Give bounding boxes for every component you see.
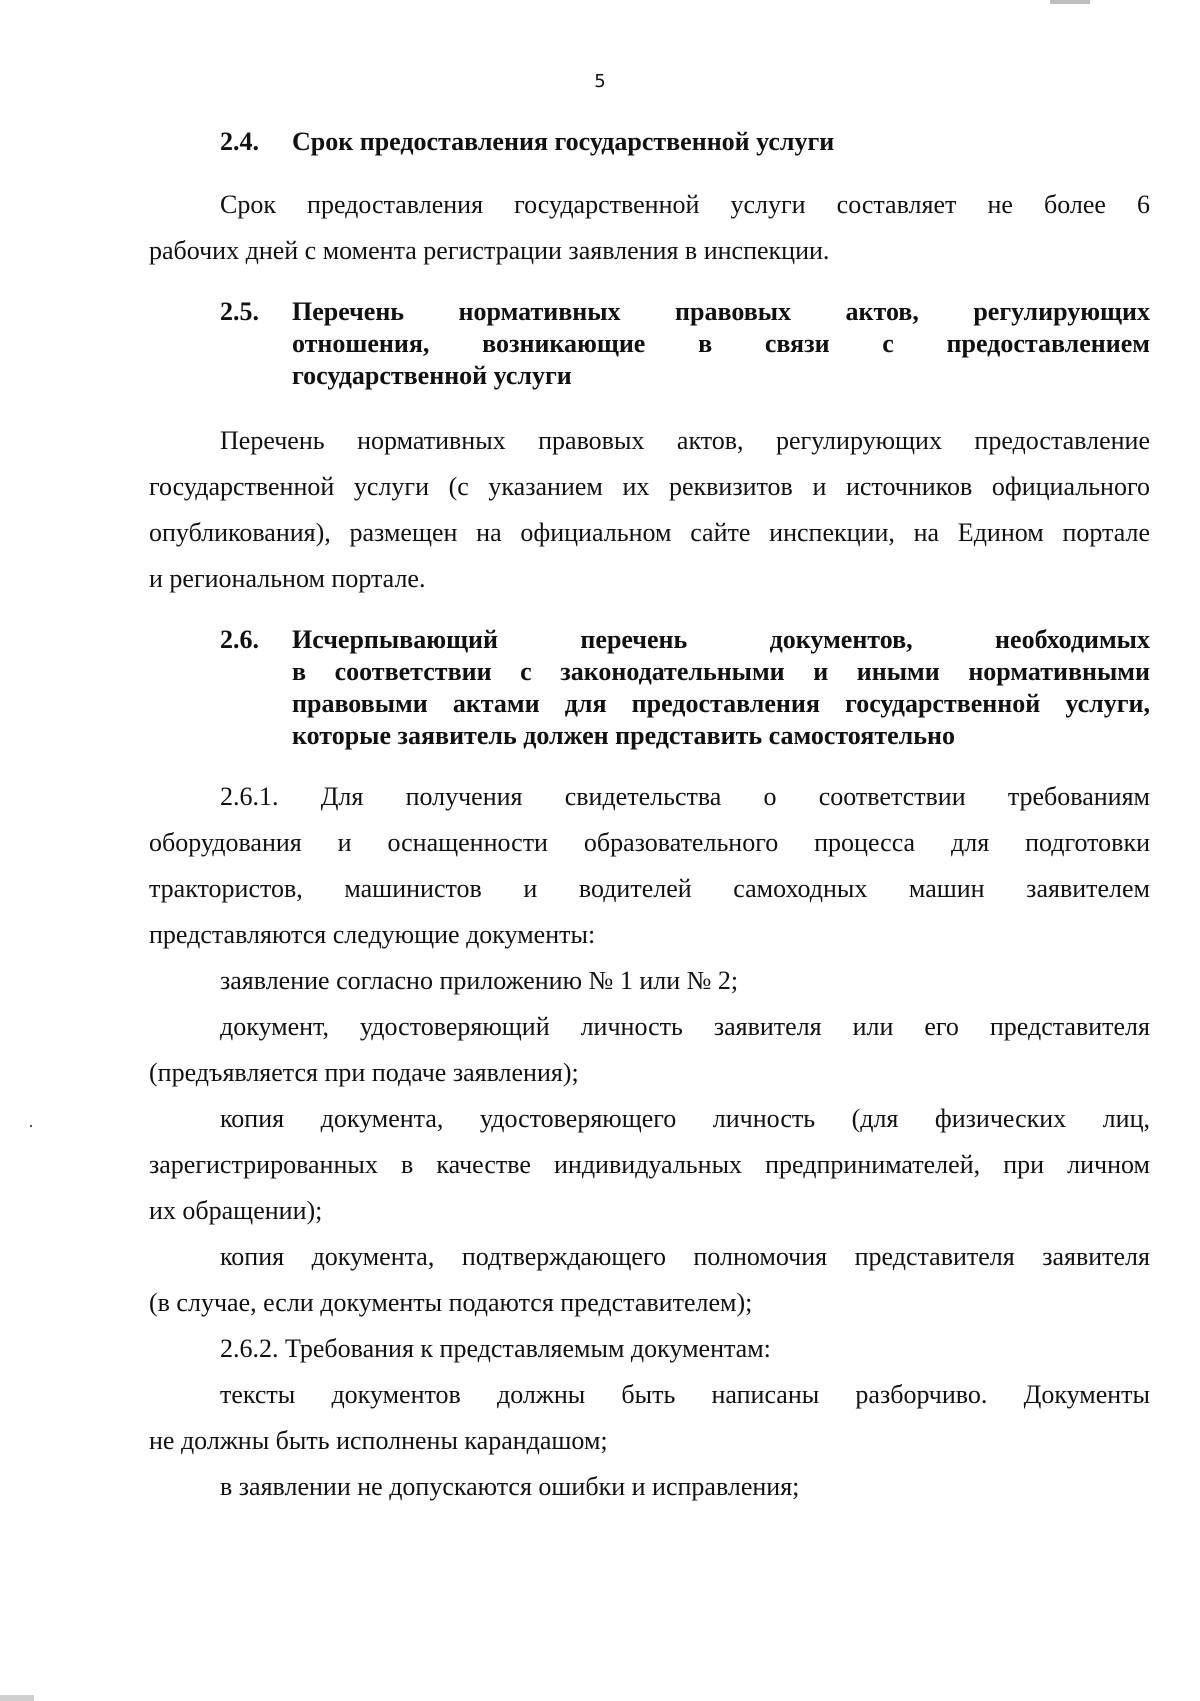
paragraph-line: (в случае, если документы подаются представителем); xyxy=(149,1288,753,1317)
paragraph-line: тексты документов должны быть написаны разборчиво. Документы xyxy=(220,1380,1150,1409)
paragraph-line: рабочих дней с момента регистрации заявления в инспекции. xyxy=(149,236,830,265)
paragraph-line: опубликования), размещен на официальном сайте инспекции, на Едином портале xyxy=(149,518,1150,547)
section-heading-2-6 xyxy=(149,624,1150,752)
scan-edge-mark xyxy=(1050,0,1090,4)
list-item-identity-copy xyxy=(149,1096,1150,1234)
section-title-line: Исчерпывающий перечень документов, необходимых xyxy=(292,625,1150,654)
paragraph-2-4 xyxy=(149,182,1150,274)
section-heading-2-5 xyxy=(149,296,1150,392)
section-title-line: правовыми актами для предоставления государственной услуги, xyxy=(292,689,1150,718)
section-title xyxy=(292,296,1150,392)
section-title-line: которые заявитель должен представить самостоятельно xyxy=(292,721,955,750)
document-body xyxy=(149,126,1150,1510)
paragraph-line: 2.6.1. Для получения свидетельства о соответствии требованиям xyxy=(220,782,1150,811)
paragraph-line: трактористов, машинистов и водителей самоходных машин заявителем xyxy=(149,874,1150,903)
section-title-line: Перечень нормативных правовых актов, регулирующих xyxy=(292,297,1150,326)
page-number: 5 xyxy=(594,71,606,92)
list-item-no-errors xyxy=(149,1464,1150,1510)
section-title-line: в соответствии с законодательными и иными нормативными xyxy=(292,657,1150,686)
list-item-authority-copy xyxy=(149,1234,1150,1326)
paragraph-line: документ, удостоверяющий личность заявителя или его представителя xyxy=(220,1012,1150,1041)
paragraph-line: в заявлении не допускаются ошибки и исправления; xyxy=(220,1472,800,1501)
paragraph-line: копия документа, удостоверяющего личность (для физических лиц, xyxy=(220,1104,1150,1133)
section-title-line: отношения, возникающие в связи с предоставлением xyxy=(292,329,1150,358)
section-title: Срок предоставления государственной услуги xyxy=(292,127,835,156)
paragraph-2-6-2 xyxy=(149,1326,1150,1372)
section-title xyxy=(292,624,1150,752)
paragraph-line: представляются следующие документы: xyxy=(149,920,596,949)
section-number: 2.4. xyxy=(220,127,259,156)
paragraph-2-6-1 xyxy=(149,774,1150,958)
paragraph-line: (предъявляется при подаче заявления); xyxy=(149,1058,579,1087)
paragraph-line: Срок предоставления государственной услуги составляет не более 6 xyxy=(220,190,1150,219)
scan-dot-mark xyxy=(30,1125,32,1127)
paragraph-line: 2.6.2. Требования к представляемым документам: xyxy=(220,1334,771,1363)
paragraph-line: Перечень нормативных правовых актов, регулирующих предоставление xyxy=(220,426,1150,455)
paragraph-line: зарегистрированных в качестве индивидуальных предпринимателей, при личном xyxy=(149,1150,1150,1179)
section-number: 2.6. xyxy=(220,625,259,654)
paragraph-2-5 xyxy=(149,418,1150,602)
section-number: 2.5. xyxy=(220,297,259,326)
paragraph-line: не должны быть исполнены карандашом; xyxy=(149,1426,608,1455)
section-heading-2-4 xyxy=(149,126,1150,158)
list-item-identity xyxy=(149,1004,1150,1096)
paragraph-line: копия документа, подтверждающего полномочия представителя заявителя xyxy=(220,1242,1150,1271)
list-item-application xyxy=(149,958,1150,1004)
paragraph-line: и региональном портале. xyxy=(149,564,426,593)
section-title-line: государственной услуги xyxy=(292,361,572,390)
paragraph-line: государственной услуги (с указанием их реквизитов и источников официального xyxy=(149,472,1150,501)
paragraph-line: оборудования и оснащенности образовательного процесса для подготовки xyxy=(149,828,1150,857)
paragraph-line: заявление согласно приложению № 1 или № 2; xyxy=(220,966,739,995)
list-item-legible xyxy=(149,1372,1150,1464)
scan-edge-mark xyxy=(0,1695,34,1701)
paragraph-line: их обращении); xyxy=(149,1196,323,1225)
